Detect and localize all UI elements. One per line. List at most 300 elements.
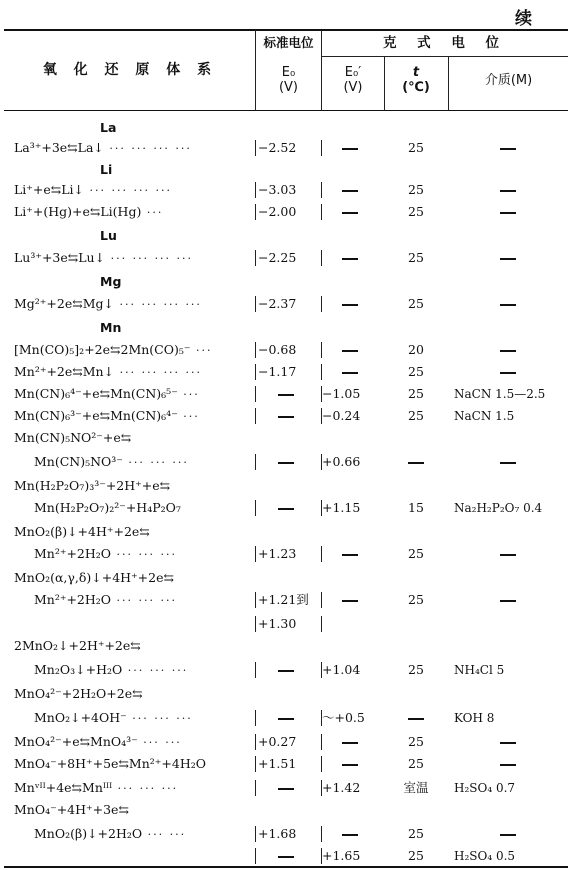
medium-cell: H₂SO₄ 0.7 [454, 781, 516, 795]
column-mark-2 [321, 140, 322, 156]
column-mark-1 [255, 592, 256, 608]
system-text: Mn(CN)₅NO³⁻ [34, 454, 123, 469]
formal-potential-cell [322, 428, 384, 448]
em-dash [408, 718, 424, 720]
em-dash [342, 190, 358, 192]
redox-system [14, 522, 254, 542]
system-text: Mn(CN)₆⁴⁻+e⇆Mn(CN)₆⁵⁻ [14, 386, 178, 401]
standard-potential-cell [258, 846, 320, 866]
em-dash [278, 394, 294, 396]
redox-system [14, 800, 254, 820]
column-mark-1 [255, 454, 256, 470]
redox-system [34, 590, 274, 610]
system-text: MnO₄⁻+4H⁺+3e⇆ [14, 802, 129, 817]
system-text: Lu³⁺+3e⇆Lu↓ [14, 250, 106, 265]
leader-dots: ··· ··· ··· [111, 594, 178, 607]
standard-potential-cell: +1.21到 [258, 592, 309, 607]
temperature-cell: 25 [408, 250, 424, 265]
medium-cell: NaCN 1.5—2.5 [454, 387, 546, 401]
formal-potential-cell [322, 138, 384, 158]
column-mark-1 [255, 780, 256, 796]
table-row [0, 180, 572, 200]
temperature-cell: 25 [408, 296, 424, 311]
e0-unit: (V) [278, 79, 299, 95]
temperature-cell [385, 522, 447, 542]
system-text: Mg [100, 274, 122, 289]
standard-potential-cell: −2.00 [258, 204, 297, 219]
column-mark-1 [255, 408, 256, 424]
medium-cell [454, 340, 572, 360]
standard-potential-cell [258, 568, 320, 588]
temperature-cell [385, 614, 447, 634]
em-dash [500, 350, 516, 352]
column-mark-2 [321, 592, 322, 608]
table-row [0, 708, 572, 728]
formal-potential-cell: +1.42 [322, 780, 361, 795]
formal-potential-cell [322, 590, 384, 610]
column-mark-1 [255, 386, 256, 402]
leader-dots: ··· ··· ··· [111, 548, 178, 561]
table-row [0, 824, 572, 844]
em-dash [342, 834, 358, 836]
redox-system [14, 778, 254, 798]
system-text: Mn₂O₃↓+H₂O [34, 662, 123, 677]
em-dash [278, 416, 294, 418]
em-dash [500, 372, 516, 374]
em-dash [500, 212, 516, 214]
redox-system [34, 846, 274, 866]
em-dash [500, 190, 516, 192]
redox-system [34, 708, 274, 728]
system-text: Mnᵛᴵᴵ+4e⇆Mnᴵᴵᴵ [14, 780, 113, 795]
em-dash [342, 554, 358, 556]
formal-potential-cell [322, 732, 384, 752]
standard-potential-cell [258, 522, 320, 542]
formal-e0-unit: (V) [343, 79, 363, 95]
standard-potential-cell [258, 384, 320, 404]
standard-potential-cell: −3.03 [258, 182, 297, 197]
table-row [0, 498, 572, 518]
formal-potential-cell [322, 522, 384, 542]
table-row [0, 684, 572, 704]
table-row [0, 384, 572, 404]
column-mark-2 [321, 364, 322, 380]
column-mark-1 [255, 826, 256, 842]
formal-potential-cell: +1.65 [322, 848, 361, 863]
temperature-cell: 25 [408, 182, 424, 197]
system-text: MnO₂(β)↓+2H₂O [34, 826, 143, 841]
column-mark-2 [321, 182, 322, 198]
table-row [0, 272, 572, 292]
medium-cell [454, 544, 572, 564]
table-row [0, 544, 572, 564]
table-row [0, 318, 572, 338]
system-text: Li [100, 162, 113, 177]
leader-dots: ··· ··· ··· ··· [103, 142, 192, 155]
em-dash [278, 670, 294, 672]
medium-cell: KOH 8 [454, 711, 495, 725]
em-dash [500, 834, 516, 836]
redox-system [14, 754, 254, 774]
medium-cell [454, 476, 572, 496]
table-row [0, 568, 572, 588]
column-mark-2 [321, 408, 322, 424]
table-row [0, 294, 572, 314]
table-row [0, 202, 572, 222]
column-mark-2 [321, 848, 322, 864]
table-row [0, 428, 572, 448]
leader-dots: ··· ··· ··· ··· [114, 366, 203, 379]
standard-potential-cell [258, 636, 320, 656]
medium-cell [454, 636, 572, 656]
table-row [0, 732, 572, 752]
formal-potential-cell [322, 362, 384, 382]
medium-cell [454, 684, 572, 704]
table-row [0, 340, 572, 360]
table-row [0, 846, 572, 866]
em-dash [342, 212, 358, 214]
table-row [0, 226, 572, 246]
column-mark-1 [255, 616, 256, 632]
system-text: Mn(CN)₅NO²⁻+e⇆ [14, 430, 132, 445]
redox-system [14, 138, 254, 158]
standard-potential-cell: +1.68 [258, 826, 297, 841]
medium-cell: NaCN 1.5 [454, 409, 515, 423]
system-text: La³⁺+3e⇆La↓ [14, 140, 104, 155]
em-dash [500, 148, 516, 150]
formal-potential-cell [322, 294, 384, 314]
medium-cell: NH₄Cl 5 [454, 663, 505, 677]
table-row [0, 362, 572, 382]
em-dash [278, 718, 294, 720]
column-mark-2 [321, 710, 322, 726]
column-mark-1 [255, 182, 256, 198]
em-dash [278, 788, 294, 790]
medium-cell [454, 568, 572, 588]
em-dash [500, 462, 516, 464]
column-mark-2 [321, 616, 322, 632]
formal-potential-cell [322, 568, 384, 588]
standard-potential-cell: +1.30 [258, 616, 297, 631]
em-dash [342, 148, 358, 150]
table-row [0, 614, 572, 634]
em-dash [342, 764, 358, 766]
table-row [0, 660, 572, 680]
column-mark-1 [255, 364, 256, 380]
standard-potential-cell: +0.27 [258, 734, 297, 749]
subheader-rule [322, 56, 568, 57]
table-row [0, 778, 572, 798]
column-mark-1 [255, 342, 256, 358]
formal-potential-cell [322, 476, 384, 496]
medium-cell [454, 362, 572, 382]
medium-cell [454, 452, 572, 472]
formal-potential-cell: −1.05 [322, 386, 361, 401]
column-mark-2 [321, 756, 322, 772]
temperature-header [385, 66, 447, 96]
redox-system [14, 732, 254, 752]
temperature-cell: 25 [408, 848, 424, 863]
leader-dots: ··· ··· ··· ··· [113, 298, 202, 311]
element-heading [100, 318, 340, 338]
table-row [0, 452, 572, 472]
table-row [0, 636, 572, 656]
em-dash [342, 350, 358, 352]
system-text: MnO₂↓+4OH⁻ [34, 710, 127, 725]
system-text: [Mn(CO)₅]₂+2e⇆2Mn(CO)₅⁻ [14, 342, 191, 357]
standard-potential-cell [258, 406, 320, 426]
system-text: Mn(CN)₆³⁻+e⇆Mn(CN)₆⁴⁻ [14, 408, 178, 423]
leader-dots: ··· ··· [142, 828, 187, 841]
column-mark-2 [321, 204, 322, 220]
em-dash [278, 856, 294, 858]
column-mark-2 [321, 296, 322, 312]
em-dash [500, 304, 516, 306]
element-heading [100, 226, 340, 246]
temperature-cell: 25 [408, 546, 424, 561]
column-mark-2 [321, 780, 322, 796]
temperature-cell: 20 [408, 342, 424, 357]
formal-potential-cell [322, 754, 384, 774]
medium-cell [454, 248, 572, 268]
medium-cell [454, 294, 572, 314]
leader-dots: ··· ··· ··· ··· [105, 252, 194, 265]
temperature-cell: 25 [408, 734, 424, 749]
formal-potential-cell [322, 202, 384, 222]
leader-dots: ··· ··· ··· [126, 712, 193, 725]
medium-cell [454, 138, 572, 158]
temperature-cell: 25 [408, 826, 424, 841]
element-heading [100, 118, 340, 138]
medium-cell [454, 754, 572, 774]
leader-dots: ··· ··· ··· ··· [84, 184, 172, 197]
redox-system [34, 498, 274, 518]
medium-cell [454, 732, 572, 752]
standard-potential-cell: +1.51 [258, 756, 297, 771]
medium-header: 介质(M) [484, 73, 533, 88]
formal-potential-cell [322, 180, 384, 200]
formal-potential-cell: +0.66 [322, 454, 361, 469]
column-mark-1 [255, 140, 256, 156]
element-heading [100, 272, 340, 292]
system-text: MnO₂(β)↓+4H⁺+2e⇆ [14, 524, 150, 539]
em-dash [278, 462, 294, 464]
redox-system [14, 406, 254, 426]
column-mark-1 [255, 546, 256, 562]
top-rule [4, 29, 568, 31]
system-text: Mg²⁺+2e⇆Mg↓ [14, 296, 114, 311]
system-text: Lu [100, 228, 117, 243]
standard-potential-cell [258, 708, 320, 728]
formal-e0-symbol: E₀′ [344, 65, 362, 80]
medium-cell [454, 522, 572, 542]
em-dash [342, 372, 358, 374]
system-text: Mn(H₂P₂O₇)₃³⁻+2H⁺+e⇆ [14, 478, 171, 493]
system-header: 氧 化 还 原 体 系 [42, 62, 218, 78]
table-row [0, 522, 572, 542]
temperature-cell: 25 [408, 386, 424, 401]
medium-cell [454, 428, 572, 448]
redox-system [14, 362, 254, 382]
temperature-cell [385, 800, 447, 820]
temperature-cell: 15 [408, 500, 424, 515]
standard-potential-cell [258, 476, 320, 496]
em-dash [408, 462, 424, 464]
header-rule [4, 110, 568, 111]
standard-potential-cell: −1.17 [258, 364, 297, 379]
temperature-symbol: t [412, 65, 420, 80]
redox-system [14, 180, 254, 200]
column-mark-2 [321, 454, 322, 470]
table-row [0, 590, 572, 610]
redox-system [14, 428, 254, 448]
redox-system [14, 294, 254, 314]
column-mark-2 [321, 250, 322, 266]
column-mark-1 [255, 734, 256, 750]
temperature-cell: 25 [408, 592, 424, 607]
bottom-rule [4, 866, 568, 868]
leader-dots: ··· ··· ··· [112, 782, 179, 795]
column-mark-2 [321, 826, 322, 842]
medium-cell [454, 202, 572, 222]
redox-system [14, 568, 254, 588]
temperature-cell [385, 636, 447, 656]
temperature-cell [385, 452, 447, 472]
em-dash [342, 304, 358, 306]
table-row [0, 800, 572, 820]
redox-system [14, 476, 254, 496]
temperature-cell: 25 [408, 408, 424, 423]
redox-system [14, 248, 254, 268]
redox-system [34, 544, 274, 564]
column-mark-1 [255, 250, 256, 266]
redox-system [14, 202, 254, 222]
formal-potential-cell [322, 544, 384, 564]
system-text: Mn(H₂P₂O₇)₂²⁻+H₄P₂O₇ [34, 500, 181, 515]
table-row [0, 754, 572, 774]
temperature-cell: 25 [408, 204, 424, 219]
formal-potential-cell: +1.15 [322, 500, 361, 515]
standard-potential-cell [258, 452, 320, 472]
formal-potential-cell [322, 248, 384, 268]
column-mark-2 [321, 546, 322, 562]
redox-system [14, 340, 254, 360]
system-text: Mn²⁺+2e⇆Mn↓ [14, 364, 115, 379]
standard-potential-cell: −2.37 [258, 296, 297, 311]
em-dash [278, 508, 294, 510]
temperature-cell [385, 476, 447, 496]
em-dash [342, 600, 358, 602]
redox-system [34, 452, 274, 472]
element-heading [100, 160, 340, 180]
leader-dots: ··· [177, 388, 200, 401]
temperature-cell: 25 [408, 662, 424, 677]
column-mark-2 [321, 342, 322, 358]
temperature-cell: 25 [408, 140, 424, 155]
formal-potential-cell [322, 636, 384, 656]
temperature-cell: 25 [408, 364, 424, 379]
redox-system [34, 660, 274, 680]
formal-potential-cell [322, 684, 384, 704]
standard-potential-cell: −2.52 [258, 140, 297, 155]
formal-potential-cell [322, 614, 384, 634]
standard-potential-cell [258, 778, 320, 798]
formal-potential-cell [322, 340, 384, 360]
formal-potential-cell: ～+0.5 [322, 710, 365, 725]
column-mark-1 [255, 204, 256, 220]
e0-header [256, 66, 321, 96]
system-text: MnO₄²⁻+e⇆MnO₄³⁻ [14, 734, 138, 749]
table-row [0, 248, 572, 268]
standard-potential-cell: −0.68 [258, 342, 297, 357]
standard-potential-cell [258, 800, 320, 820]
leader-dots: ··· [141, 206, 164, 219]
leader-dots: ··· ··· ··· [122, 456, 189, 469]
column-mark-1 [255, 710, 256, 726]
em-dash [342, 258, 358, 260]
column-mark-1 [255, 662, 256, 678]
medium-cell: Na₂H₂P₂O₇ 0.4 [454, 501, 543, 515]
system-text: MnO₄²⁻+2H₂O+2e⇆ [14, 686, 143, 701]
leader-dots: ··· ··· ··· [122, 664, 189, 677]
column-mark-2 [321, 734, 322, 750]
em-dash [500, 764, 516, 766]
medium-cell [454, 180, 572, 200]
formal-potential-cell [322, 800, 384, 820]
leader-dots: ··· [190, 344, 213, 357]
leader-dots: ··· ··· [137, 736, 182, 749]
medium-cell [454, 800, 572, 820]
system-text: MnO₄⁻+8H⁺+5e⇆Mn²⁺+4H₂O [14, 756, 206, 771]
standard-potential-header: 标准电位 [263, 35, 314, 50]
table-row [0, 406, 572, 426]
em-dash [500, 600, 516, 602]
system-text: Mn [100, 320, 122, 335]
column-mark-2 [321, 662, 322, 678]
formal-potential-cell: +1.04 [322, 662, 361, 677]
medium-cell [454, 590, 572, 610]
standard-potential-cell: +1.23 [258, 546, 297, 561]
system-text: Mn²⁺+2H₂O [34, 546, 112, 561]
system-text: La [100, 120, 117, 135]
em-dash [500, 554, 516, 556]
formal-e0-header [322, 66, 384, 96]
column-mark-1 [255, 848, 256, 864]
system-text: MnO₂(α,γ,δ)↓+4H⁺+2e⇆ [14, 570, 174, 585]
em-dash [342, 742, 358, 744]
column-mark-1 [255, 756, 256, 772]
column-mark-2 [321, 386, 322, 402]
table-row [0, 118, 572, 138]
temperature-cell [385, 684, 447, 704]
standard-potential-cell: −2.25 [258, 250, 297, 265]
formal-potential-cell [322, 824, 384, 844]
system-text: Li⁺+e⇆Li↓ [14, 182, 85, 197]
temperature-cell [385, 708, 447, 728]
continued-marker: 续 [515, 9, 532, 29]
temperature-cell: 室温 [403, 780, 429, 795]
column-mark-2 [321, 500, 322, 516]
table-row [0, 476, 572, 496]
redox-system [14, 636, 254, 656]
redox-system [14, 684, 254, 704]
medium-cell [454, 614, 572, 634]
temperature-cell [385, 568, 447, 588]
formal-potential-header: 克 式 电 位 [382, 35, 508, 51]
redox-system [34, 614, 274, 634]
standard-potential-cell [258, 428, 320, 448]
table-row [0, 160, 572, 180]
